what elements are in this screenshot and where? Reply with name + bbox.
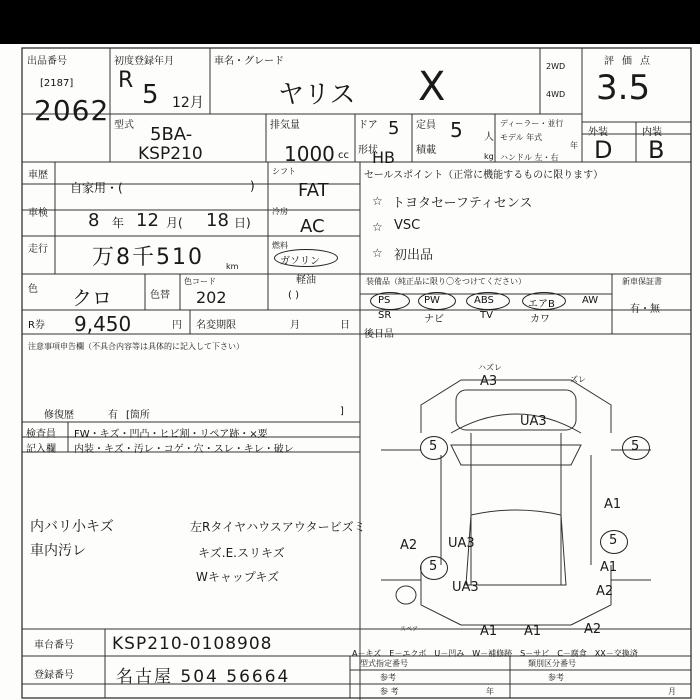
diagram-mark-13: A2 xyxy=(596,584,614,599)
damage-legend: A－キズ E－エクボ U－凹み W－補修跡 S－サビ C－腐食 XX－交換済 xyxy=(352,649,638,658)
chassis-number-label: 車台番号 xyxy=(34,640,74,651)
diagram-mark-2: A3 xyxy=(480,374,498,389)
class-number-label: 類別区分番号 xyxy=(528,659,576,668)
recycle-value: 9,450 xyxy=(74,312,132,336)
yen-unit: 円 xyxy=(172,320,182,331)
equip-sr: SR xyxy=(378,310,392,321)
ac-label: 冷房 xyxy=(272,207,288,216)
repair-place-label: [箇所 xyxy=(126,410,150,421)
inspection-day-unit: 日) xyxy=(234,216,251,230)
model-code-1: 5BA- xyxy=(150,124,193,145)
diagram-mark-1: ハズレ xyxy=(478,363,502,372)
repair-history-value: 有 xyxy=(108,410,118,421)
shift-value: FAT xyxy=(298,180,329,201)
registration-year: 5 xyxy=(142,80,159,110)
diagram-mark-9: A1 xyxy=(604,497,622,512)
auction-sheet xyxy=(0,44,700,700)
load-label: 積載 xyxy=(416,145,436,156)
reference-1: 参考 xyxy=(380,673,396,682)
equip-aw: AW xyxy=(582,295,599,306)
drive-2wd: 2WD xyxy=(546,62,566,71)
year-unit: 年 xyxy=(570,141,578,150)
equip-airbag: エアB xyxy=(528,299,555,310)
year-label-footer: 年 xyxy=(486,687,494,696)
diagram-mark-5: 5 xyxy=(429,439,438,454)
diagram-mark-8: 5 xyxy=(609,533,618,548)
day-unit: 日 xyxy=(340,320,350,331)
equipment-label: 装備品（純正品に限り〇をつけてください） xyxy=(366,277,526,286)
sales-point-star-2: ☆ xyxy=(372,220,383,234)
diagram-mark-12: UA3 xyxy=(448,536,475,551)
registration-month: 12月 xyxy=(172,95,204,111)
model-code-label: 型式 xyxy=(114,120,134,131)
month-unit: 月 xyxy=(290,320,300,331)
history-value: 自家用・( xyxy=(70,181,123,195)
fuel-other: ( ) xyxy=(288,290,299,301)
sales-point-star-1: ☆ xyxy=(372,194,383,208)
name-change-label: 名変期限 xyxy=(196,320,236,331)
mileage-label: 走行 xyxy=(28,244,48,255)
model-code-2: KSP210 xyxy=(138,144,203,164)
chassis-number: KSP210-0108908 xyxy=(112,634,273,654)
diagram-mark-7: 5 xyxy=(429,559,438,574)
inspection-label: 車検 xyxy=(28,208,48,219)
equip-abs: ABS xyxy=(474,295,494,306)
remark-right-1: 左Rタイヤハウスアウタービズミ xyxy=(190,520,366,534)
era: R xyxy=(118,68,134,93)
car-name: ヤリス xyxy=(278,80,356,110)
capacity: 5 xyxy=(450,118,463,142)
history-label: 車歴 xyxy=(28,170,48,181)
diagram-mark-17: A1 xyxy=(524,624,542,639)
diagram-mark-15: A2 xyxy=(584,622,602,637)
sales-point-star-3: ☆ xyxy=(372,246,383,260)
rear-items-label: 後日品 xyxy=(364,329,394,340)
model-name-label: 車名・グレード xyxy=(214,56,284,67)
lot-number-label: 出品番号 xyxy=(27,56,67,67)
diagram-mark-16: A1 xyxy=(480,624,498,639)
inspection-day: 18 xyxy=(206,210,229,231)
capacity-label: 定員 xyxy=(416,120,436,131)
equip-ps: PS xyxy=(378,295,391,306)
registration-number-label: 登録番号 xyxy=(34,670,74,681)
repair-close: ] xyxy=(340,406,344,417)
equip-leather: カワ xyxy=(530,314,550,325)
interior-label: 内装 xyxy=(642,127,662,138)
inspector-row: FW・キズ・凹凸・ヒビ割・リペア跡・×要 xyxy=(74,429,268,440)
repair-history-label: 修復歴 xyxy=(44,410,74,421)
month-label-footer: 月 xyxy=(668,687,676,696)
lot-sub-number: [2187] xyxy=(40,78,74,89)
km-unit: km xyxy=(226,262,239,271)
equip-pw-circle xyxy=(418,292,456,310)
equip-ps-circle xyxy=(370,292,410,310)
remark-right-2: キズ.E.スリキズ xyxy=(198,546,285,560)
caution-label: 注意事項申告欄（不具合内容等は具体的に記入して下さい） xyxy=(28,342,244,351)
diagram-mark-10: A2 xyxy=(400,538,418,553)
diagram-mark-14: UA3 xyxy=(452,580,479,595)
warranty-value: 有・無 xyxy=(630,304,660,315)
sales-point-1: トヨタセーフティセンス xyxy=(392,196,533,211)
shape: HB xyxy=(372,148,396,167)
cc-unit: cc xyxy=(338,150,349,161)
car-damage-diagram xyxy=(361,335,691,630)
lot-number: 2062 xyxy=(34,94,110,127)
warranty-label: 新車保証書 xyxy=(622,277,662,286)
equip-airbag-circle xyxy=(522,292,566,310)
mileage-value: 万8千510 xyxy=(92,245,204,270)
color-replace-label: 色替 xyxy=(150,290,170,301)
spare-tire-label: スペア xyxy=(400,626,419,633)
recorder-label: 記入欄 xyxy=(26,444,56,455)
shift-label: シフト xyxy=(272,167,296,176)
inspection-year: 8 xyxy=(88,210,100,231)
sales-point-2: VSC xyxy=(394,218,421,233)
inspection-month-unit: 月( xyxy=(166,216,183,230)
color-value: クロ xyxy=(72,286,112,310)
sales-point-3: 初出品 xyxy=(394,248,434,263)
kg-unit: kg xyxy=(484,152,494,161)
doors: 5 xyxy=(388,118,400,139)
shape-label: 形状 xyxy=(358,145,378,156)
displacement-label: 排気量 xyxy=(270,120,300,131)
handle-label: ハンドル 左・右 xyxy=(500,153,559,162)
equip-navi: ナビ xyxy=(424,314,444,325)
color-label: 色 xyxy=(28,284,38,295)
registration-number: 名古屋 504 56664 xyxy=(116,667,291,687)
first-registration-label: 初度登録年月 xyxy=(114,56,174,67)
reference-2: 参考 xyxy=(548,673,564,682)
remark-2: 車内汚レ xyxy=(30,543,86,559)
recorder-row: 内装・キズ・汚レ・コゲ・穴・スレ・キレ・破レ xyxy=(74,444,294,455)
inspection-month: 12 xyxy=(136,210,159,231)
grade: X xyxy=(418,64,446,110)
interior-grade: B xyxy=(648,136,665,164)
fuel-gasoline-circle xyxy=(274,249,338,267)
sales-points-label: セールスポイント（正常に機能するものに限ります） xyxy=(364,170,604,181)
score-label: 評価点 xyxy=(604,56,658,67)
inspector-label: 検査員 xyxy=(26,429,56,440)
cert-reference: 参 考 xyxy=(380,687,399,696)
fuel-label: 燃料 xyxy=(272,241,288,250)
displacement: 1000 xyxy=(284,142,335,166)
diagram-mark-6: 5 xyxy=(631,439,640,454)
fuel-gasoline: ガソリン xyxy=(280,256,320,267)
history-close: ) xyxy=(250,179,255,193)
fuel-diesel: 軽油 xyxy=(296,275,316,286)
recycle-label: R券 xyxy=(28,320,45,331)
drive-4wd: 4WD xyxy=(546,90,566,99)
inspection-year-unit: 年 xyxy=(112,216,125,230)
color-code-label: 色コード xyxy=(184,277,216,286)
remark-right-3: Wキャップキズ xyxy=(196,570,280,584)
remark-1: 内バリ小キズ xyxy=(30,519,114,535)
doors-label: ドア xyxy=(358,120,378,131)
type-cert-label: 型式指定番号 xyxy=(360,659,408,668)
ac-value: AC xyxy=(300,216,325,237)
dealer-label: ディーラー・並行 xyxy=(500,119,564,128)
exterior-grade: D xyxy=(594,136,613,164)
equip-pw: PW xyxy=(424,295,440,306)
model-year-label: モデル 年式 xyxy=(500,133,543,142)
exterior-label: 外装 xyxy=(588,127,608,138)
equip-tv: TV xyxy=(480,310,493,321)
person-unit: 人 xyxy=(484,132,494,143)
diagram-mark-11: A1 xyxy=(600,560,618,575)
color-code: 202 xyxy=(196,288,227,307)
diagram-mark-3: ズレ xyxy=(570,375,586,384)
score: 3.5 xyxy=(596,68,651,108)
equip-abs-circle xyxy=(466,292,510,310)
diagram-mark-4: UA3 xyxy=(520,414,547,429)
